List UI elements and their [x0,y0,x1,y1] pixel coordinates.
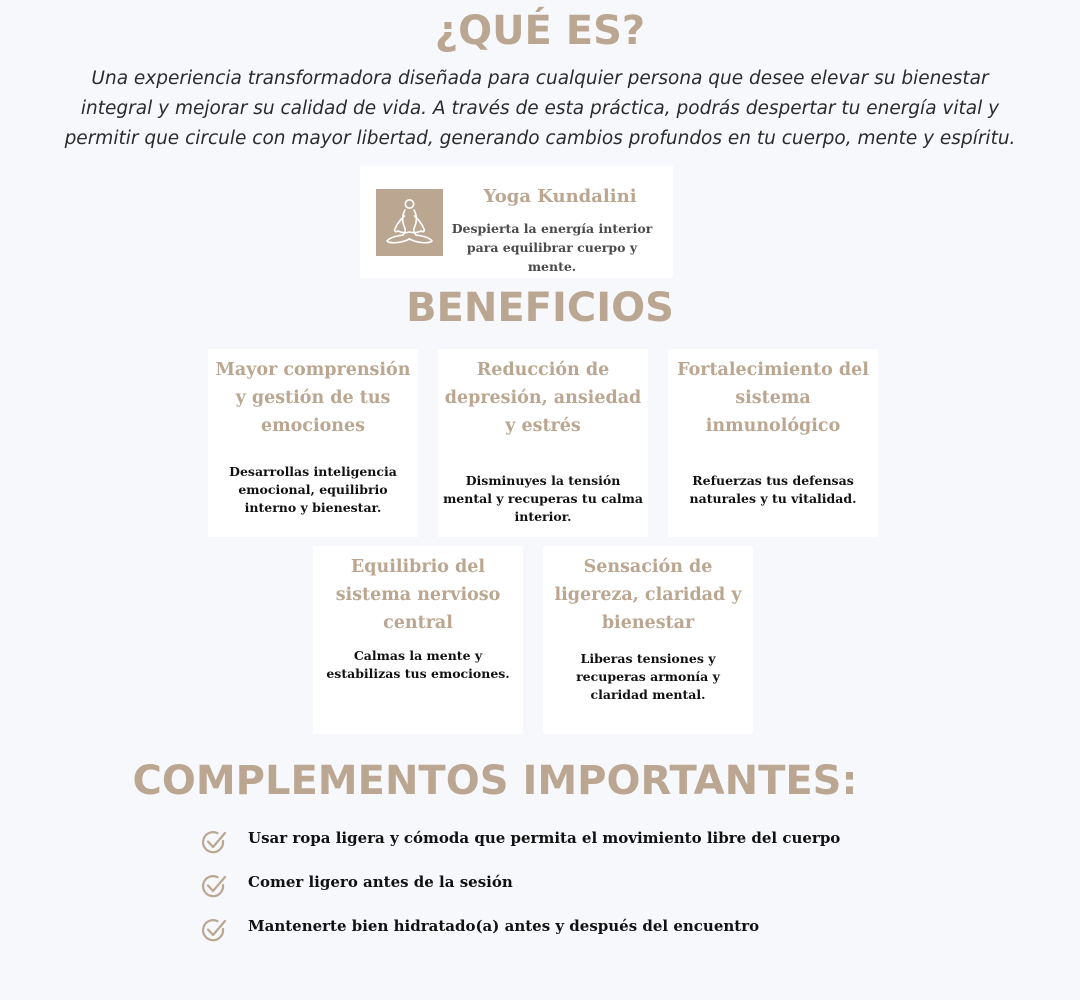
benefit-card-ligereza [543,546,753,734]
benefit-text: Desarrollas inteligencia emocional, equilibrio interno y bienestar. [229,464,397,515]
benefit-title: Sensación de ligereza, claridad y bienestar [554,557,742,633]
benefit-title: Equilibrio del sistema nervioso central [335,557,501,633]
yoga-card-title: Yoga Kundalini [483,186,637,207]
list-item-text: Comer ligero antes de la sesión [248,873,513,891]
benefit-title: Fortalecimiento del sistema inmunológico [677,360,869,436]
benefit-text: Refuerzas tus defensas naturales y tu vitalidad. [689,473,857,506]
benefit-card-nervioso [313,546,523,734]
list-item-text: Mantenerte bien hidratado(a) antes y después del encuentro [248,917,760,935]
intro-text: Una experiencia transformadora diseñada para cualquier persona que desee elevar su bienestar integral y mejorar su calidad de vida. A través de esta práctica, podrás despertar tu energía vital y permitir que circule con mayor libertad, generando cambios profundos en tu cuerpo, mente y espíritu. [64,68,1016,149]
benefit-text: Disminuyes la tensión mental y recuperas tu calma interior. [443,473,643,524]
meditation-icon [376,189,443,256]
benefit-card-inmunologico [668,349,878,537]
yoga-card-description: Despierta la energía interior para equilibrar cuerpo y mente. [451,221,653,274]
beneficios-title: BENEFICIOS [406,285,674,331]
benefit-card-emociones [208,349,418,537]
benefit-card-estres [438,349,648,537]
check-circle-icon [200,828,228,856]
check-circle-icon [200,872,228,900]
benefit-text: Calmas la mente y estabilizas tus emociones. [326,648,510,681]
benefit-title: Mayor comprensión y gestión de tus emociones [215,360,411,436]
list-item-text: Usar ropa ligera y cómoda que permita el movimiento libre del cuerpo [248,829,841,847]
benefit-text: Liberas tensiones y recuperas armonía y claridad mental. [576,651,720,702]
yoga-card [360,166,673,278]
que-es-title: ¿QUÉ ES? [434,8,646,54]
check-circle-icon [200,916,228,944]
complementos-title: COMPLEMENTOS IMPORTANTES: [132,758,858,804]
benefit-title: Reducción de depresión, ansiedad y estrés [444,360,642,436]
